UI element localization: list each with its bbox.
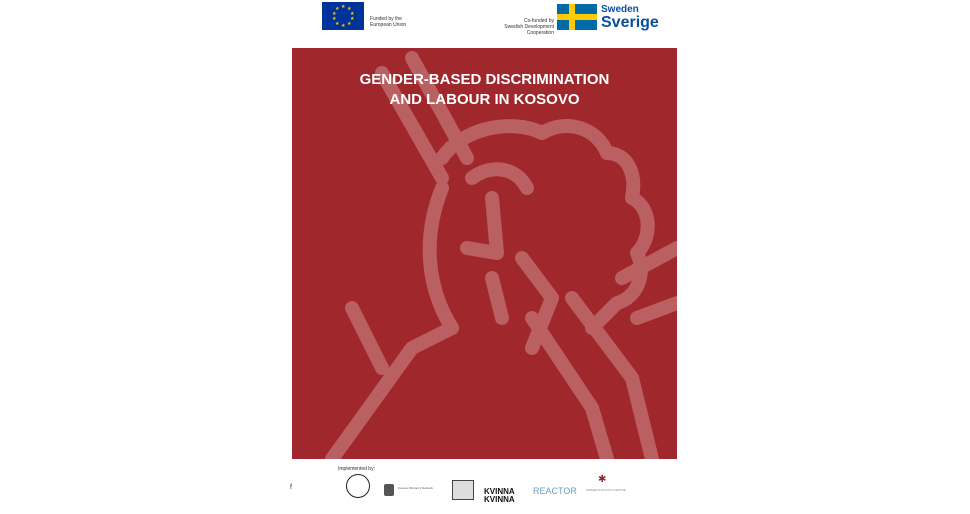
sweden-word: Sweden: [601, 4, 639, 15]
sweden-funding-text: [478, 18, 554, 36]
cover-panel: [292, 48, 677, 459]
womens-rights-text: WOMEN'S RIGHTS CENTRE: [586, 488, 626, 492]
partner-box-logo: [452, 480, 474, 500]
kvinna-line-2: KVINNA: [484, 495, 515, 504]
partner-logos: [340, 474, 640, 504]
title-line-2: AND LABOUR IN KOSOVO: [389, 91, 580, 108]
partner-crest-logo: [384, 484, 394, 496]
sverige-word: Sverige: [601, 14, 659, 31]
star-icon: ✱: [598, 474, 607, 485]
sweden-flag-logo: [557, 4, 597, 30]
implemented-by-label: Implemented by:: [338, 466, 375, 472]
eu-flag-logo: ★ ★ ★ ★ ★ ★ ★ ★ ★ ★: [322, 2, 364, 30]
title-line-1: GENDER-BASED DISCRIMINATION: [359, 71, 610, 88]
reactor-logo: REACTOR: [533, 486, 577, 496]
footer-f-mark: f: [290, 484, 292, 491]
sweden-line-1: Co-funded by: [523, 18, 554, 24]
partner-circle-logo: [346, 474, 370, 498]
cover-title: [292, 70, 677, 110]
partner-text-logo: Kosovo Women's Network: [398, 486, 434, 490]
eu-line-1: Funded by the: [370, 16, 402, 22]
kvinna-logo: [484, 488, 515, 514]
womens-rights-logo: [586, 474, 632, 500]
eu-line-2: European Union: [370, 22, 407, 28]
sweden-line-2: Swedish Development Cooperation: [504, 24, 554, 36]
kvinna-line-1: KVINNA: [484, 487, 515, 496]
eu-funding-text: [370, 16, 406, 28]
